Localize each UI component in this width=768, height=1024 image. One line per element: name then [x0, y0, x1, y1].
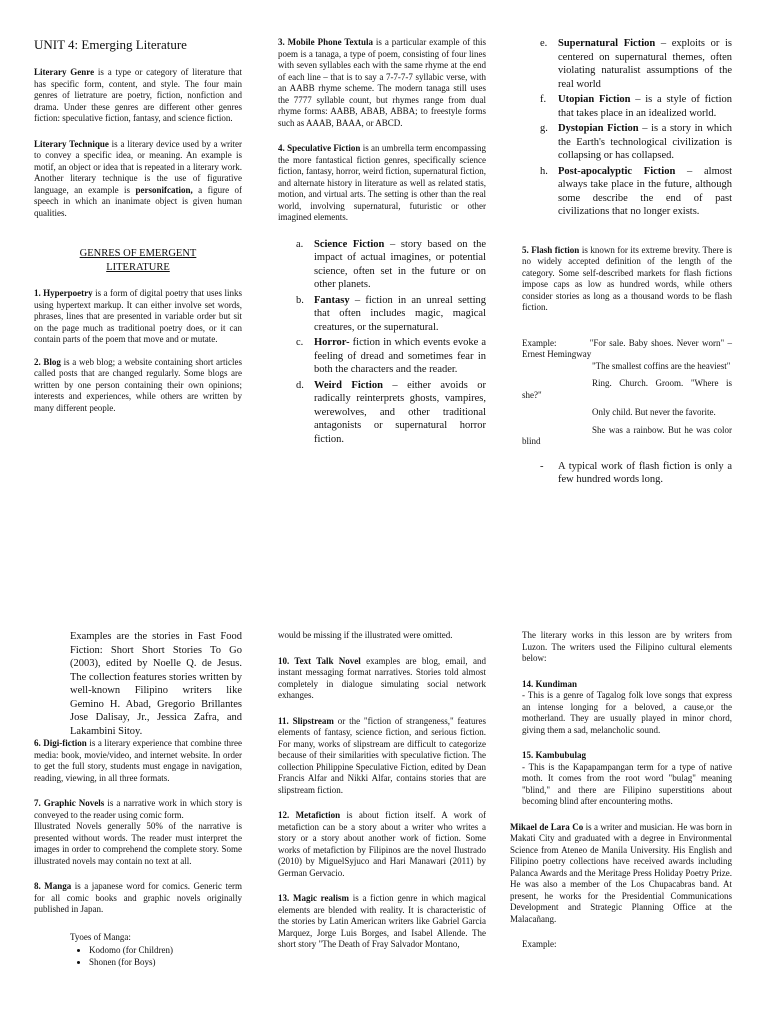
- manga-type-kodomo: • Kodomo (for Children): [89, 945, 242, 957]
- list-marker: a.: [296, 238, 304, 250]
- literary-genre-term: Literary Genre: [34, 67, 95, 77]
- hyperpoetry-text: is a form of digital poetry that uses links using hypertext markup. It can either involve set words, phrases, lines that are presented in variable order but sit on the page much as traditional poetry does, or it can contain parts of the poem that move and or mutate.: [34, 288, 242, 344]
- bottom-column-3: [510, 630, 733, 951]
- slipstream-term: 11. Slipstream: [278, 715, 334, 726]
- author-bio-text: is a writer and musician. He was born in Makati City and graduated with a degree in Environmental Science from Ateneo de Manila University. His English and Filipino poetry collections have received awards including Palanca Awards and the Meritage Press Holiday Poetry Prize. He was also a member of the Los Chupacabras band. At present, he works for the Presidential Communications Development and Strategic Planning Office at the Malacañang.: [510, 821, 733, 924]
- personification-term: personifcation,: [135, 184, 193, 195]
- speculative-fiction-paragraph: [278, 143, 486, 224]
- luzon-writers-intro: The literary works in this lesson are by writers from Luzon. The writers used the Filipino cultural elements below:: [522, 630, 732, 663]
- subgenre-utopian-fiction: [540, 93, 732, 120]
- digi-fiction-text: is a literary experience that combine three media: book, movie/video, and internet website. In order to get the full story, students must engage in navigation, reading, viewing, in all three formats.: [34, 738, 242, 783]
- subgenre-text: fiction in which events evoke a feeling of dread and sometimes fear in both the characters and the reader.: [314, 337, 486, 375]
- kambubulag-term: 15. Kambubulag: [522, 750, 587, 760]
- author-name: Mikael de Lara Co: [510, 821, 584, 832]
- hyperpoetry-term: 1. Hyperpoetry: [34, 288, 93, 298]
- literary-genre-paragraph: [34, 67, 242, 125]
- top-column-2: [278, 37, 486, 448]
- hyperpoetry-paragraph: [34, 288, 242, 346]
- manga-text: is a japanese word for comics. Generic term for all comic books and graphic novels originally published in Japan.: [34, 881, 243, 914]
- flash-fiction-note: [522, 460, 732, 487]
- blog-text: is a web blog; a website containing short articles called posts that are changed regularly. Some blogs are written by one person containing their own opinions; interests and experiences, while others are written by many different people.: [34, 356, 242, 413]
- list-marker: f.: [540, 94, 547, 105]
- subgenre-weird-fiction: [296, 379, 486, 447]
- subgenre-horror: [296, 336, 486, 377]
- list-marker: d.: [296, 379, 304, 391]
- mobile-phone-textula-term: 3. Mobile Phone Textula: [278, 37, 374, 47]
- top-column-1: [34, 37, 242, 414]
- kundiman-text: - This is a genre of Tagalog folk love songs that express an intense longing for a beloved, a cause,or the motherland. They are usually played in minor chord, giving them a sad, melancholic sound.: [522, 690, 732, 735]
- kambubulag-heading: [522, 750, 732, 762]
- subgenre-term: Horror-: [314, 337, 350, 348]
- manga-term: 8. Manga: [34, 881, 72, 891]
- magic-realism-term: 13. Magic realism: [278, 893, 350, 903]
- flash-fiction-term: 5. Flash fiction: [522, 244, 580, 255]
- subgenre-term: Dystopian Fiction: [558, 123, 639, 134]
- magic-realism-text: is a fiction genre in which magical elements are blended with reality. It is characteristic of the stories by Latin American writers like Gabriel Garcia Marquez, Jorge Luis Borges, and Isabel Allende. The short story "The Death of Fray Salvador Montano,: [278, 893, 486, 949]
- bottom-column-1: [34, 630, 242, 968]
- list-marker: b.: [296, 294, 304, 306]
- literary-genre-text: is a type or category of literature that has specific form, content, and style. The four main genres of lietrature are poetry, fiction, nonfiction and drama. Under these genres are different other genres fiction: speculative fiction, fantasy, and science fiction.: [34, 67, 242, 123]
- subgenre-term: Utopian Fiction: [558, 94, 631, 105]
- list-marker: c.: [296, 337, 304, 348]
- speculative-fiction-term: 4. Speculative Fiction: [278, 143, 361, 153]
- text-talk-novel-text: examples are blog, email, and instant messaging format narratives. Stories told almost completely in dialogue simulating social network exhanges.: [278, 655, 486, 700]
- text-talk-novel-term: 10. Text Talk Novel: [278, 655, 361, 666]
- digi-fiction-paragraph: [34, 738, 242, 784]
- flash-example-1: [522, 338, 732, 361]
- metafiction-term: 12. Metafiction: [278, 810, 341, 820]
- illustrated-continuation: would be missing if the illustrated were omitted.: [278, 630, 453, 640]
- kambubulag-text: - This is the Kapapampangan term for a type of native moth. It comes from the root word "bulag" meaning "blind," and there are Filipino superstitions about becoming blind after encountering moths.: [522, 761, 732, 806]
- blog-paragraph: [34, 357, 242, 415]
- example-1-text: "For sale. Baby shoes. Never worn" – Ernest Hemingway: [522, 337, 732, 359]
- author-bio-paragraph: [510, 822, 732, 926]
- subgenre-fantasy: [296, 294, 486, 335]
- list-marker: g.: [540, 123, 548, 134]
- kundiman-heading: [522, 679, 732, 691]
- kundiman-term: 14. Kundiman: [522, 678, 578, 689]
- subgenre-text: – is a style of fiction that takes place in an idealized world.: [558, 94, 733, 119]
- metafiction-paragraph: [278, 810, 486, 879]
- literary-technique-text: is a literary device used by a writer to convey a specific idea, or meaning. An example is motif, an object or idea that is repeated in a literary work. Another literary technique is the use of figurative language, an example is: [34, 138, 242, 195]
- subgenre-term: Weird Fiction: [314, 379, 383, 391]
- speculative-subgenre-list-continued: [522, 37, 732, 219]
- flash-example-4: Only child. But never the favorite.: [592, 407, 716, 417]
- dash-marker: -: [540, 460, 544, 472]
- subgenre-term: Post-apocalyptic Fiction: [558, 165, 676, 177]
- subgenre-text: – is a story in which the Earth's technological civilization is collapsing or has collapsed.: [558, 123, 732, 161]
- subgenre-text: – almost always take place in the future, although some describe the end of past civilizations that no longer exists.: [558, 165, 732, 217]
- graphic-novels-paragraph: [34, 798, 242, 821]
- metafiction-text: is about fiction itself. A work of metafiction can be a story about a writer who writes a story or a story about another work of fiction. Some works of metafiction by Filipinos are the novel Ilustrado (2010) by MiguelSyjuco and Hari Manawari (2011) by German Gervacio.: [278, 810, 486, 878]
- mobile-phone-textula-paragraph: [278, 37, 486, 129]
- flash-fiction-text: is known for its extreme brevity. There is no widely accepted definition of the length of the category. Some self-described markets for flash fictions impose caps as low as hundred words, while others consider stories as long as a thousand words to be flash fiction.: [522, 244, 732, 312]
- manga-paragraph: [34, 881, 242, 916]
- speculative-fiction-text: is an umbrella term encompassing the more fantastical fiction genres, specifically science fiction, fantasy, horror, weird fiction, supernatural fiction, and alternate history in literature as well as related statis, motion, and virtual arts. The setting is other than the real world, involving supernatural, futuristic or other imagined elements.: [278, 143, 487, 222]
- manga-type-shonen: • Shonen (for Boys): [89, 957, 242, 969]
- subgenre-term: Fantasy: [314, 294, 350, 306]
- subgenre-text: – fiction in an unreal setting that often includes magic, magical creatures, or the supernatural.: [314, 294, 486, 333]
- illustrated-novels-paragraph: Illustrated Novels generally 50% of the narrative is presented without words. The reader must interpret the images in order to comprehend the complete story. Some illustrated novels may contain no text at all.: [34, 821, 242, 866]
- subgenre-text: – exploits or is centered on supernatural themes, often violating naturalist assumptions of the real world: [558, 38, 733, 90]
- literary-technique-paragraph: [34, 139, 242, 220]
- list-marker: h.: [540, 165, 548, 177]
- magic-realism-paragraph: [278, 893, 486, 951]
- flash-fiction-note-text: A typical work of flash fiction is only a few hundred words long.: [558, 460, 732, 485]
- unit-title: UNIT 4: Emerging Literature: [34, 37, 187, 52]
- bottom-example-label: Example:: [522, 939, 557, 949]
- top-column-3: [522, 37, 732, 487]
- bottom-column-2: [278, 630, 486, 951]
- flash-example-5: She was a rainbow. But he was color blind: [522, 424, 732, 446]
- example-label: Example:: [522, 337, 557, 348]
- subgenre-term: Science Fiction: [314, 238, 385, 250]
- literary-technique-term: Literary Technique: [34, 138, 109, 149]
- flash-example-3: Ring. Church. Groom. "Where is she?": [522, 378, 732, 400]
- list-marker: e.: [540, 38, 548, 49]
- personification-text: a figure of speech in which an inanimate object is given human qualities.: [34, 184, 243, 218]
- subgenre-text: – either avoids or radically reinterprets ghosts, vampires, werewolves, and other traditional antagonists or supernatural horror fiction.: [314, 379, 486, 445]
- flash-fiction-paragraph: [522, 245, 732, 314]
- mobile-phone-textula-text: is a particular example of this poem is a tanaga, a type of poem, consisting of four lines with seven syllables each with the same rhyme at the end of each line – that is to say a 7-7-7-7 syllabic verse, with an AABB rhyme scheme. The modern tanaga still uses the 7777 syllable count, but rhymes range from dual rhyme forms: AABB, ABAB, ABBA; to freestyle forms such as AAAB, BAAA, or ABCD.: [278, 37, 486, 128]
- slipstream-text: or the "fiction of strangeness," features elements of fantasy, science fiction, and serious fiction. For many, works of slipstream are difficult to categorize because of their similarities with speculative fiction. The collection Philippine Speculative Fiction, edited by Dean Francis Alfar and Nikki Alfar, contains stories that are slipstream fiction.: [278, 715, 486, 795]
- subgenre-dystopian-fiction: [540, 122, 732, 163]
- blog-term: 2. Blog: [34, 356, 61, 367]
- digi-fiction-term: 6. Digi-fiction: [34, 738, 87, 748]
- subgenre-post-apocalyptic-fiction: [540, 165, 732, 219]
- genres-heading: GENRES OF EMERGENT LITERATURE: [79, 248, 197, 273]
- fast-food-fiction-examples: Examples are the stories in Fast Food Fiction: Short Short Stories To Go (2003), edited by Noelle Q. de Jesus. The collection features stories written by well-known Filipino writers like Gemino H. Abad, Gregorio Brillantes Jose Dalisay, Jr., Jessica Zafra, and Lakambini Sitoy.: [70, 631, 242, 737]
- graphic-novels-text: is a narrative work in which story is conveyed to the reader using comic form.: [34, 798, 242, 820]
- subgenre-science-fiction: [296, 238, 486, 292]
- graphic-novels-term: 7. Graphic Novels: [34, 798, 105, 808]
- speculative-subgenre-list: [278, 238, 486, 447]
- manga-types-list: [34, 945, 242, 968]
- flash-example-2: "The smallest coffins are the heaviest": [592, 360, 731, 371]
- subgenre-term: Supernatural Fiction: [558, 38, 656, 49]
- text-talk-novel-paragraph: [278, 656, 486, 702]
- subgenre-supernatural-fiction: [540, 37, 732, 91]
- manga-types-label: Tyoes of Manga:: [70, 931, 131, 942]
- slipstream-paragraph: [278, 716, 486, 797]
- subgenre-text: – story based on the impact of actual imagines, or potential science, often set in the future or on other planets.: [314, 238, 486, 290]
